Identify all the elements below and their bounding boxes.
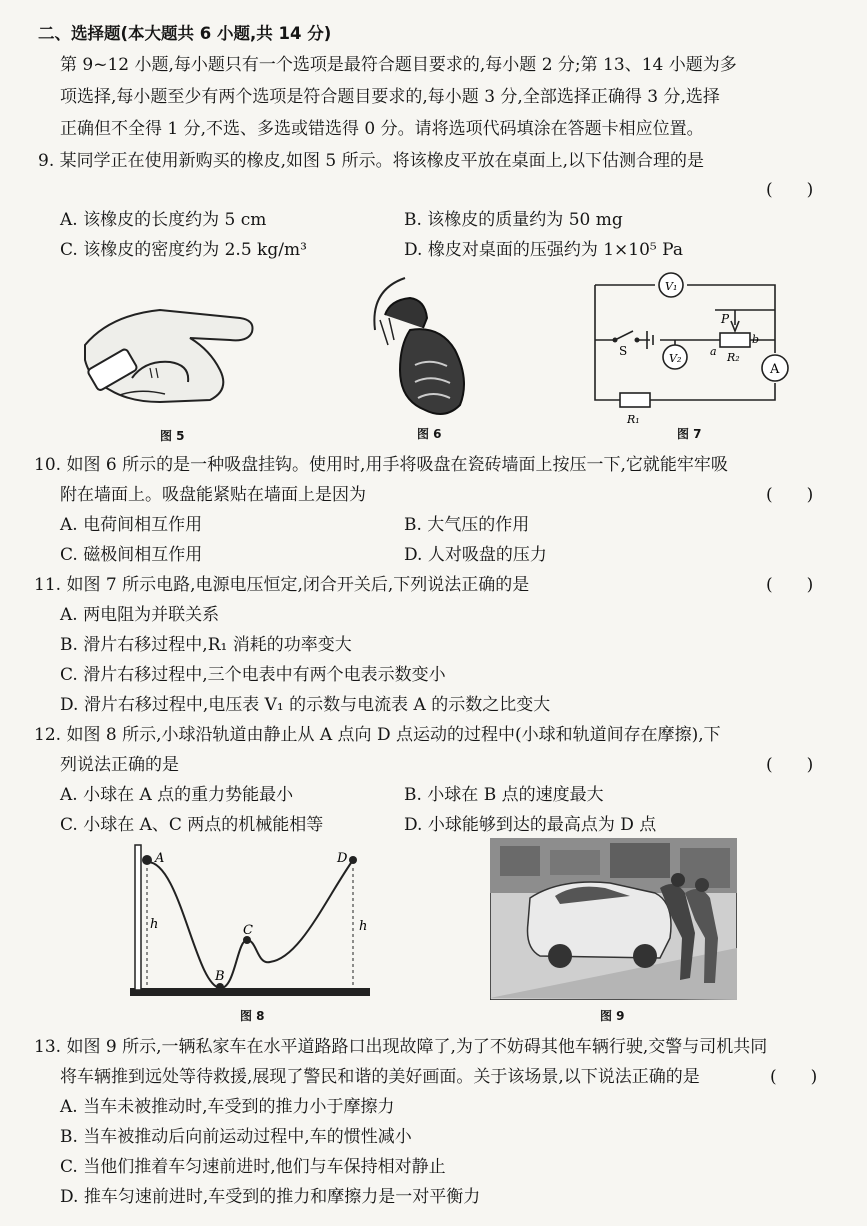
q10-stem-line-1: 10. 如图 6 所示的是一种吸盘挂钩。使用时,用手将吸盘在瓷砖墙面上按压一下,它就能牢牢吸: [34, 455, 728, 475]
q9-answer-paren: ( ): [766, 180, 814, 200]
figure-7-caption: 图 7: [677, 427, 702, 441]
q10-answer-paren: ( ): [766, 485, 814, 505]
figure-8-track-diagram: [125, 840, 375, 1005]
figure-6-suction-hook: [355, 270, 495, 420]
q11-option-c: C. 滑片右移过程中,三个电表中有两个电表示数变小: [60, 665, 446, 685]
label-r1: R₁: [627, 413, 640, 425]
label-b: b: [752, 333, 760, 346]
q13-stem-line-1: 13. 如图 9 所示,一辆私家车在水平道路路口出现故障了,为了不妨碍其他车辆行驶,交警与司机共同: [34, 1037, 768, 1057]
label-d: D: [337, 851, 348, 866]
q11-stem: 11. 如图 7 所示电路,电源电压恒定,闭合开关后,下列说法正确的是: [34, 575, 530, 595]
q11-option-d: D. 滑片右移过程中,电压表 V₁ 的示数与电流表 A 的示数之比变大: [60, 695, 551, 715]
label-h-right: h: [359, 919, 368, 934]
section-intro-line-2: 项选择,每小题至少有两个选项是符合题目要求的,每小题 3 分,全部选择正确得 3 分,选择: [60, 87, 720, 107]
label-v1: V₁: [665, 280, 678, 293]
label-b: B: [215, 969, 225, 984]
q9-option-c: C. 该橡皮的密度约为 2.5 kg/m³: [60, 240, 307, 260]
section-intro-line-3: 正确但不全得 1 分,不选、多选或错选得 0 分。请将选项代码填涂在答题卡相应位置。: [60, 119, 704, 139]
figure-9-caption: 图 9: [600, 1009, 625, 1023]
q10-option-d: D. 人对吸盘的压力: [404, 545, 547, 565]
section-title: 二、选择题(本大题共 6 小题,共 14 分): [38, 24, 332, 43]
figure-5-caption: 图 5: [160, 429, 185, 443]
q9-option-b: B. 该橡皮的质量约为 50 mg: [404, 210, 623, 230]
label-a: a: [710, 345, 717, 358]
figure-5-hand-eraser: [70, 290, 270, 420]
q11-option-a: A. 两电阻为并联关系: [60, 605, 220, 625]
q12-stem-line-2: 列说法正确的是: [60, 755, 179, 775]
q10-stem-line-2: 附在墙面上。吸盘能紧贴在墙面上是因为: [60, 485, 366, 505]
q13-option-c: C. 当他们推着车匀速前进时,他们与车保持相对静止: [60, 1157, 446, 1177]
label-v2: V₂: [669, 352, 682, 365]
q11-answer-paren: ( ): [766, 575, 814, 595]
ball-at-a: [142, 855, 152, 865]
figure-6-caption: 图 6: [417, 427, 442, 441]
label-r2: R₂: [727, 351, 740, 364]
label-a: A: [155, 851, 165, 866]
point-b: [216, 983, 224, 991]
q13-option-b: B. 当车被推动后向前运动过程中,车的惯性减小: [60, 1127, 412, 1147]
q12-option-c: C. 小球在 A、C 两点的机械能相等: [60, 815, 324, 835]
left-post: [135, 845, 141, 990]
label-ammeter: A: [770, 362, 780, 377]
q10-option-b: B. 大气压的作用: [404, 515, 530, 535]
point-d: [349, 856, 357, 864]
q13-stem-line-2: 将车辆推到远处等待救援,展现了警民和谐的美好画面。关于该场景,以下说法正确的是: [60, 1067, 700, 1087]
q9-option-a: A. 该橡皮的长度约为 5 cm: [60, 210, 267, 230]
section-intro-line-1: 第 9~12 小题,每小题只有一个选项是最符合题目要求的,每小题 2 分;第 13、14 小题为多: [60, 55, 737, 75]
q10-option-a: A. 电荷间相互作用: [60, 515, 203, 535]
car-wheel-rear: [633, 944, 657, 968]
q10-option-c: C. 磁极间相互作用: [60, 545, 203, 565]
q12-option-b: B. 小球在 B 点的速度最大: [404, 785, 604, 805]
q12-option-d: D. 小球能够到达的最高点为 D 点: [404, 815, 657, 835]
q11-option-b: B. 滑片右移过程中,R₁ 消耗的功率变大: [60, 635, 352, 655]
q13-option-d: D. 推车匀速前进时,车受到的推力和摩擦力是一对平衡力: [60, 1187, 481, 1207]
q13-option-a: A. 当车未被推动时,车受到的推力小于摩擦力: [60, 1097, 395, 1117]
figure-8-caption: 图 8: [240, 1009, 265, 1023]
label-h-left: h: [150, 917, 159, 932]
q9-stem: 9. 某同学正在使用新购买的橡皮,如图 5 所示。将该橡皮平放在桌面上,以下估测合理的是: [38, 151, 705, 171]
car-wheel-front: [548, 944, 572, 968]
label-slider-p: P: [721, 312, 730, 326]
q12-option-a: A. 小球在 A 点的重力势能最小: [60, 785, 294, 805]
label-c: C: [243, 923, 253, 938]
label-switch: S: [619, 344, 628, 358]
q9-option-d: D. 橡皮对桌面的压强约为 1×10⁵ Pa: [404, 240, 683, 260]
figure-9-photo-pushing-car: [490, 838, 737, 1000]
ground-base: [130, 988, 370, 996]
q12-answer-paren: ( ): [766, 755, 814, 775]
q13-answer-paren: ( ): [770, 1067, 818, 1087]
figure-7-circuit-diagram: [585, 265, 795, 425]
q12-stem-line-1: 12. 如图 8 所示,小球沿轨道由静止从 A 点向 D 点运动的过程中(小球和轨道间存在摩擦),下: [34, 725, 721, 745]
